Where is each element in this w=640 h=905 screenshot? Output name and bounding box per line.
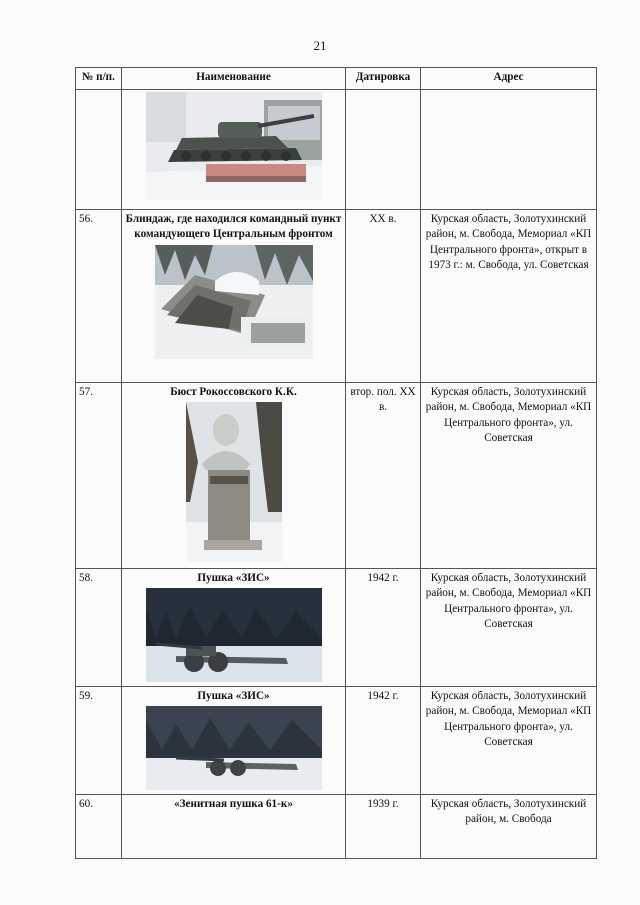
- row-address: [421, 90, 597, 210]
- header-name: Наименование: [122, 68, 346, 90]
- table-row: [76, 90, 597, 210]
- row-name-cell: [122, 569, 346, 687]
- header-num: № п/п.: [76, 68, 122, 90]
- cannon-photo: [146, 588, 322, 682]
- row-name: Пушка «ЗИС»: [197, 690, 270, 702]
- row-address: Курская область, Золотухинский район, м. Свобода: [421, 795, 597, 859]
- row-name: Блиндаж, где находился командный пункт командующего Центральным фронтом: [125, 213, 342, 241]
- row-num: 57.: [76, 383, 122, 569]
- row-name: Пушка «ЗИС»: [197, 572, 270, 584]
- row-date: [346, 90, 421, 210]
- row-name-cell: [122, 210, 346, 383]
- row-name: Бюст Рокоссовского К.К.: [170, 386, 297, 398]
- cannon-photo: [146, 706, 322, 790]
- row-name-cell: [122, 90, 346, 210]
- table-row: [76, 795, 597, 859]
- table-row: [76, 210, 597, 383]
- row-num: 60.: [76, 795, 122, 859]
- row-date: 1939 г.: [346, 795, 421, 859]
- row-name-cell: [122, 687, 346, 795]
- dugout-photo: [155, 245, 313, 359]
- row-name-cell: [122, 383, 346, 569]
- row-address: Курская область, Золотухинский район, м. Свобода, Мемориал «КП Центрального фронта», открыт в 1973 г.: м. Свобода, ул. Советская: [421, 210, 597, 383]
- table-row: [76, 687, 597, 795]
- row-date: 1942 г.: [346, 569, 421, 687]
- row-num: [76, 90, 122, 210]
- row-address: Курская область, Золотухинский район, м. Свобода, Мемориал «КП Центрального фронта», ул. Советская: [421, 687, 597, 795]
- row-date: 1942 г.: [346, 687, 421, 795]
- row-date: XX в.: [346, 210, 421, 383]
- header-address: Адрес: [421, 68, 597, 90]
- table-row: [76, 569, 597, 687]
- row-address: Курская область, Золотухинский район, м. Свобода, Мемориал «КП Центрального фронта», ул. Советская: [421, 383, 597, 569]
- header-date: Датировка: [346, 68, 421, 90]
- table-header-row: [76, 68, 597, 90]
- row-date: втор. пол. XX в.: [346, 383, 421, 569]
- bust-photo: [186, 402, 282, 562]
- page-number: 21: [313, 38, 327, 53]
- row-num: 58.: [76, 569, 122, 687]
- row-address: Курская область, Золотухинский район, м. Свобода, Мемориал «КП Центрального фронта», ул. Советская: [421, 569, 597, 687]
- row-num: 59.: [76, 687, 122, 795]
- row-name: «Зенитная пушка 61-к»: [122, 795, 346, 859]
- tank-monument-photo: [146, 92, 322, 200]
- monuments-table: [75, 67, 597, 859]
- row-num: 56.: [76, 210, 122, 383]
- table-row: [76, 383, 597, 569]
